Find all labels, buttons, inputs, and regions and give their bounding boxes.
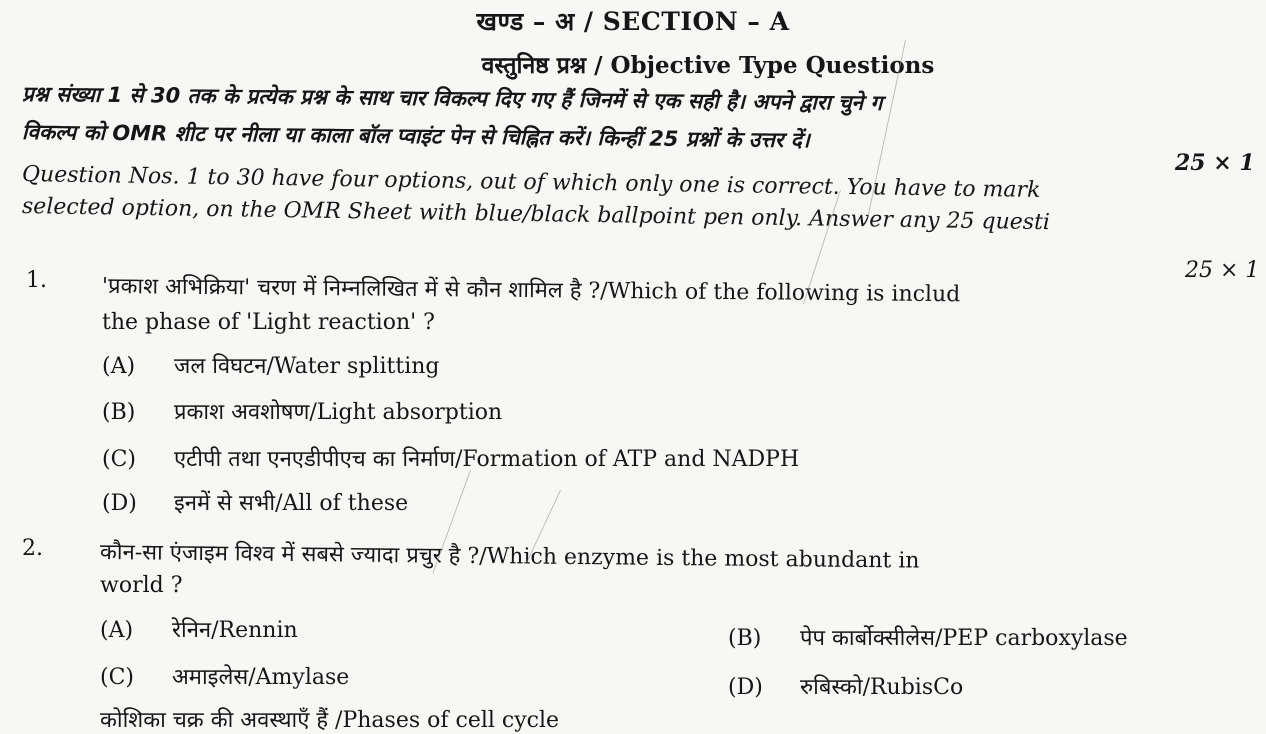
option-text: रुबिस्को/RubisCo (800, 675, 964, 700)
marks-label-english: 25 × 1 (1185, 258, 1260, 283)
next-question-fragment: कोशिका चक्र की अवस्थाएँ हैं /Phases of cell cycle (100, 708, 560, 733)
question-number: 1. (26, 268, 47, 293)
option-label: (D) (728, 675, 763, 700)
option-text: इनमें से सभी/All of these (174, 491, 409, 516)
option-label: (D) (102, 491, 137, 516)
option-c (100, 661, 349, 691)
option-d (728, 671, 963, 701)
section-heading: खण्ड – अ / SECTION – A (476, 7, 790, 36)
instruction-hindi-line-2: विकल्प को OMR शीट पर नीला या काला बॉल प्वाइंट पेन से चिह्नित करें। किन्हीं 25 प्रश्नों के उत्तर दें। (21, 120, 810, 153)
option-label: (B) (102, 400, 136, 425)
option-d (102, 487, 408, 517)
instruction-english-line-2: selected option, on the OMR Sheet with blue/black ballpoint pen only. Answer any 25 questi (21, 194, 1051, 236)
question-number: 2. (22, 536, 43, 561)
option-text: प्रकाश अवशोषण/Light absorption (174, 400, 503, 425)
option-a (100, 614, 298, 644)
option-label: (C) (100, 665, 134, 690)
question-text-line-2: world ? (100, 573, 183, 598)
question-text-line-1: 'प्रकाश अभिक्रिया' चरण में निम्नलिखित में से कौन शामिल है ?/Which of the following is includ (101, 274, 961, 308)
marks-label-hindi: 25 × 1 (1175, 150, 1255, 176)
option-label: (A) (102, 354, 136, 379)
option-text: रेनिन/Rennin (172, 618, 298, 643)
question-text-line-1: कौन-सा एंजाइम विश्व में सबसे ज्यादा प्रचुर है ?/Which enzyme is the most abundant in (99, 540, 920, 574)
option-text: एटीपी तथा एनएडीपीएच का निर्माण/Formation of ATP and NADPH (174, 447, 800, 472)
option-text: अमाइलेस/Amylase (172, 665, 350, 690)
option-b (102, 396, 502, 426)
option-label: (C) (102, 447, 136, 472)
option-a (102, 350, 439, 380)
instruction-english-line-1: Question Nos. 1 to 30 have four options, out of which only one is correct. You have to mark (21, 162, 1041, 203)
option-label: (B) (728, 626, 762, 651)
question-text-line-2: the phase of 'Light reaction' ? (102, 310, 435, 335)
section-subtitle: वस्तुनिष्ठ प्रश्न / Objective Type Questions (481, 52, 935, 79)
option-c (102, 443, 799, 473)
option-text: जल विघटन/Water splitting (174, 354, 440, 379)
option-text: पेप कार्बोक्सीलेस/PEP carboxylase (800, 626, 1128, 651)
instruction-hindi-line-1: प्रश्न संख्या 1 से 30 तक के प्रत्येक प्रश्न के साथ चार विकल्प दिए गए हैं जिनमें से एक सही है। अपने द्वारा चुने ग (21, 82, 883, 116)
option-label: (A) (100, 618, 134, 643)
option-b (728, 622, 1128, 652)
